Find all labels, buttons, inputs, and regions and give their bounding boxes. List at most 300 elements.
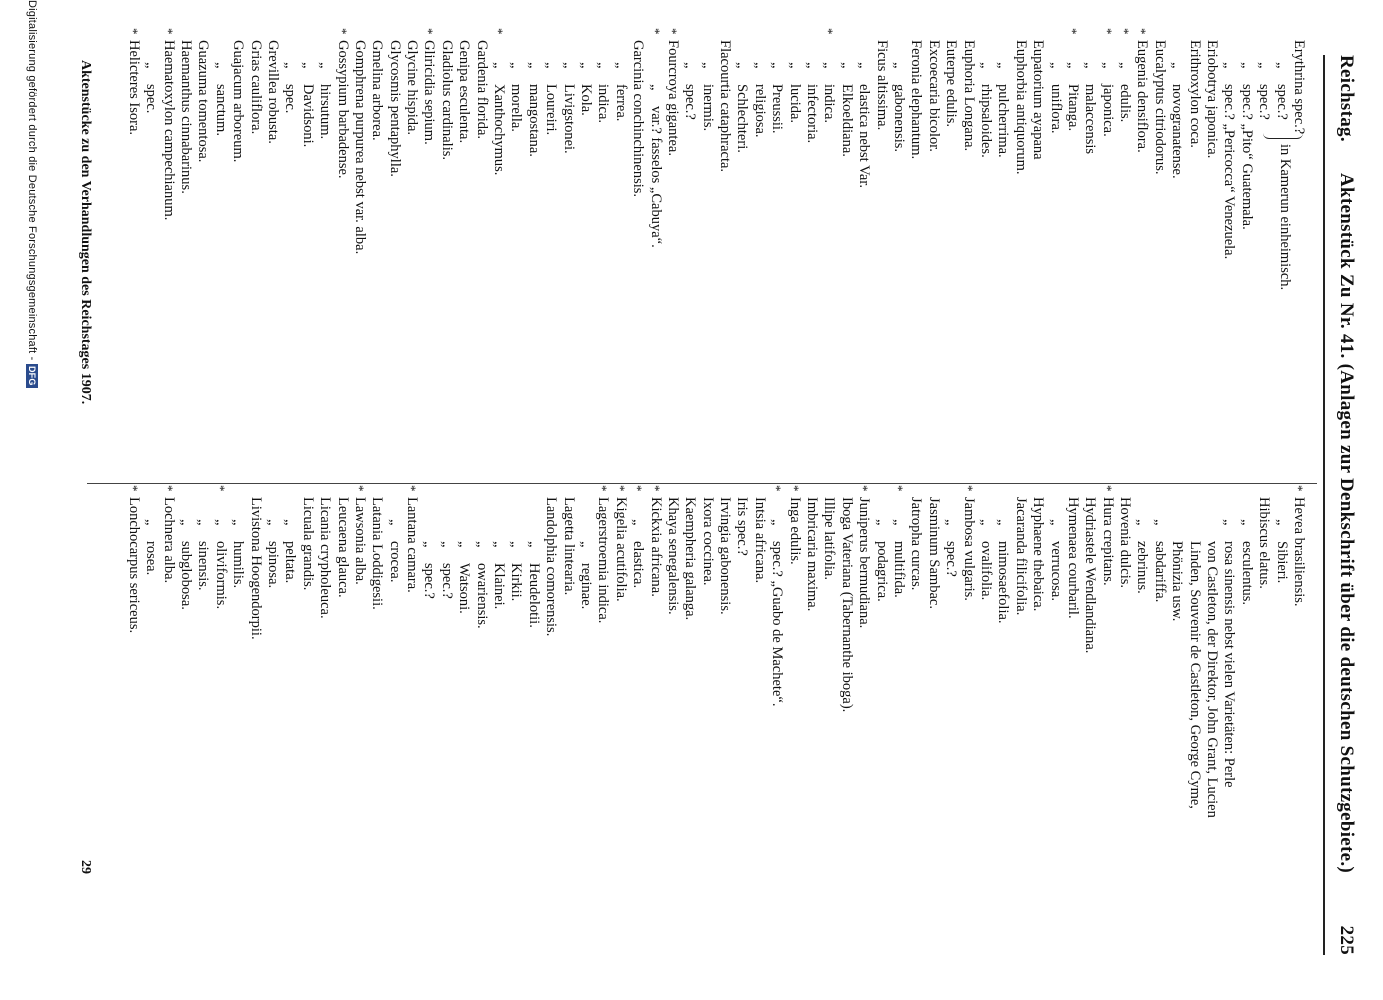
list-item — [698, 40, 715, 460]
asterisk-icon: * — [1134, 28, 1150, 35]
list-item — [472, 497, 489, 917]
ditto-mark: „ — [1082, 62, 1099, 69]
ditto-mark: „ — [682, 62, 699, 69]
entry-text: Garcinia conchinchinensis. — [630, 40, 647, 198]
entry-text: Euterpe edulis. — [943, 40, 960, 127]
entry-text: Juniperus bermudiana. — [856, 497, 873, 629]
list-item — [733, 497, 750, 917]
list-item — [1081, 497, 1098, 917]
entry-text: Helicteres Isora. — [125, 40, 142, 136]
list-item — [646, 485, 664, 917]
ditto-mark: „ — [508, 62, 525, 69]
list-item — [733, 40, 750, 460]
entry-text: Lonchocarpus sericeus. — [125, 497, 142, 634]
entry-text: humilis. — [230, 541, 247, 589]
asterisk-icon: * — [647, 485, 663, 492]
list-item — [142, 497, 159, 917]
asterisk-icon: * — [160, 28, 176, 35]
entry-text: Glycine hispida. — [404, 40, 421, 136]
list-item — [872, 497, 889, 917]
entry-text: novogranatense. — [1169, 84, 1186, 179]
entry-text: spec.? „Pericocca“ Venezuela. — [1221, 84, 1238, 260]
entry-text: Feronia elephantum. — [908, 40, 925, 160]
list-item — [629, 40, 646, 460]
ditto-mark: „ — [1238, 519, 1255, 526]
ditto-mark: „ — [1099, 62, 1116, 69]
ditto-mark: „ — [821, 62, 838, 69]
list-item — [1255, 40, 1272, 460]
ditto-mark: „ — [1134, 519, 1151, 526]
list-item — [246, 40, 263, 460]
list-item — [716, 497, 733, 917]
ditto-mark: „ — [943, 519, 960, 526]
list-item — [194, 497, 211, 917]
asterisk-icon: * — [856, 485, 872, 492]
ditto-mark: „ — [1273, 62, 1290, 69]
list-item — [1168, 497, 1185, 917]
entry-text: Grias cauliflora. — [247, 40, 264, 135]
list-item — [1064, 28, 1081, 460]
ditto-mark: „ — [612, 62, 629, 69]
entry-text: Kola. — [577, 84, 594, 116]
entry-text: Guajacum arboreum. — [230, 40, 247, 163]
ditto-mark: „ — [1273, 519, 1290, 526]
list-item — [229, 497, 246, 917]
list-item — [316, 40, 333, 460]
entry-text: spinosa. — [264, 541, 281, 589]
entry-text: esculentus. — [1238, 541, 1255, 606]
entry-text: hirsutum. — [317, 84, 334, 140]
ditto-mark: „ — [995, 62, 1012, 69]
entry-text: Haematoxylon campechianum. — [160, 40, 177, 221]
list-item — [437, 497, 454, 917]
asterisk-icon: * — [786, 485, 802, 492]
entry-text: Leucaena glauca. — [334, 497, 351, 598]
entry-text: Kigelia acutifolia. — [612, 497, 629, 602]
list-item — [594, 40, 611, 460]
entry-text: Ixora coccinea. — [699, 497, 716, 586]
entry-text: sabdariffa. — [1151, 541, 1168, 603]
entry-text: Illipe latifolia. — [821, 497, 838, 580]
asterisk-icon: * — [212, 485, 228, 492]
list-item — [1255, 497, 1272, 917]
ditto-mark: „ — [1151, 519, 1168, 526]
list-item — [1011, 40, 1028, 460]
entry-text: owariensis. — [473, 563, 490, 629]
header-left: Reichstag. — [1336, 55, 1357, 142]
entry-text: elastica. — [630, 541, 647, 589]
ditto-mark: „ — [977, 62, 994, 69]
entry-text: Phönizia usw. — [1169, 541, 1186, 622]
list-item — [1237, 497, 1254, 917]
list-item — [211, 40, 228, 460]
ditto-mark: „ — [751, 62, 768, 69]
ditto-mark: „ — [995, 519, 1012, 526]
list-item — [977, 40, 994, 460]
header-title: Aktenstück Zu Nr. 41. (Anlagen zur Denkschrift über die deutschen Schutzgebiete.) — [1336, 173, 1357, 874]
list-item — [1272, 497, 1289, 917]
entry-text: Kickxia africana. — [647, 497, 664, 597]
entry-text: Jatropha curcas. — [908, 497, 925, 591]
entry-text: Preussii. — [769, 84, 786, 134]
entry-text: morella. — [508, 84, 525, 132]
entry-text: gabonensis. — [891, 84, 908, 153]
list-item — [403, 485, 421, 917]
list-item — [1185, 497, 1202, 917]
list-item — [1081, 40, 1098, 460]
entry-text: malaccensis — [1082, 84, 1099, 155]
ditto-mark: „ — [699, 62, 716, 69]
entry-text: Sibieri. — [1273, 541, 1290, 584]
entry-text: Loureiri. — [543, 84, 560, 136]
entry-text: lucida. — [786, 84, 803, 124]
ditto-mark: „ — [282, 62, 299, 69]
entry-text: Iris spec.? — [734, 497, 751, 556]
ditto-mark: „ — [1256, 62, 1273, 69]
asterisk-icon: * — [1099, 28, 1115, 35]
entry-text: Eucalyptus citriodorus. — [1151, 40, 1168, 175]
list-item — [1150, 40, 1167, 460]
entry-text: Lantana camara. — [404, 497, 421, 593]
list-item — [368, 40, 385, 460]
list-item — [420, 28, 438, 460]
list-item — [924, 497, 941, 917]
list-item — [437, 40, 454, 460]
list-item — [942, 497, 959, 917]
list-item — [1290, 485, 1307, 917]
list-item — [385, 40, 402, 460]
stamp-text: Digitalisierung gefördert durch die Deutsche Forschungsgemeinschaft - — [26, 0, 38, 361]
list-item — [1011, 497, 1028, 917]
list-item — [681, 497, 698, 917]
ditto-mark: „ — [178, 519, 194, 526]
list-item — [803, 40, 820, 460]
dfg-logo-icon: DFG — [26, 364, 38, 388]
list-item — [716, 40, 733, 460]
list-item — [1133, 28, 1151, 460]
entry-text: Eupatorium ayapana — [1030, 40, 1047, 160]
list-item — [803, 497, 820, 917]
entry-text: Xanthochymus. — [491, 84, 508, 176]
ditto-mark: „ — [438, 541, 455, 548]
list-item — [907, 40, 924, 460]
list-item — [507, 40, 524, 460]
ditto-mark: „ — [1221, 62, 1238, 69]
asterisk-icon: * — [404, 485, 420, 492]
list-item — [264, 497, 281, 917]
digitization-stamp — [8, 0, 38, 1000]
column-divider — [87, 483, 1317, 484]
entry-text: Hevea brasiliensis. — [1291, 497, 1307, 607]
list-item — [768, 40, 785, 460]
list-item — [577, 40, 594, 460]
entry-text: peltata. — [282, 541, 299, 584]
asterisk-icon: * — [612, 485, 628, 492]
asterisk-icon: * — [160, 485, 176, 492]
list-item — [785, 485, 803, 917]
footer-page-number: 29 — [78, 860, 93, 874]
list-item — [1046, 40, 1063, 460]
list-item — [333, 497, 350, 917]
list-item — [298, 497, 315, 917]
ditto-mark: „ — [543, 62, 560, 69]
list-item — [751, 497, 768, 917]
ditto-mark: „ — [1117, 62, 1134, 69]
entry-text: Hibiscus elatus. — [1256, 497, 1273, 589]
list-item — [820, 28, 838, 460]
list-item — [524, 40, 541, 460]
list-item — [872, 40, 889, 460]
entry-text: ferrea. — [612, 84, 629, 122]
asterisk-icon: * — [351, 485, 367, 492]
entry-text: indica. — [595, 84, 612, 124]
list-item — [281, 40, 298, 460]
list-item — [507, 497, 524, 917]
asterisk-icon: * — [769, 485, 785, 492]
entry-text: Landolphia comorensis. — [543, 497, 560, 637]
list-item — [994, 40, 1011, 460]
entry-text: Licuala grandis. — [299, 497, 316, 591]
list-item — [1029, 40, 1046, 460]
list-item — [1203, 497, 1220, 917]
entry-text: Glycosmis pentaphylla. — [386, 40, 403, 177]
entry-text: Erithroxylon coca. — [1186, 40, 1203, 148]
list-item — [142, 40, 159, 460]
entry-text: Kaempheria galanga. — [682, 497, 699, 621]
ditto-mark: „ — [873, 519, 890, 526]
entry-text: Excoecaria bicolor. — [925, 40, 942, 152]
entry-text: Hovenia dulcis. — [1117, 497, 1134, 589]
list-item — [385, 497, 402, 917]
asterisk-icon: * — [334, 28, 350, 35]
ditto-mark: „ — [421, 541, 438, 548]
entry-text: Kirkii. — [508, 563, 525, 602]
list-item — [907, 497, 924, 917]
list-item — [455, 497, 472, 917]
entry-text: Eriobotrya japonica. — [1204, 40, 1221, 159]
list-item — [246, 497, 263, 917]
entry-text: Inga edulis. — [786, 497, 803, 565]
ditto-mark: „ — [143, 62, 160, 69]
ditto-mark: „ — [838, 62, 855, 69]
list-item — [124, 28, 142, 460]
list-item — [124, 485, 142, 917]
ditto-mark: „ — [1064, 62, 1081, 69]
entry-text: oliviformis. — [212, 541, 229, 610]
ditto-mark: „ — [473, 541, 490, 548]
ditto-mark: „ — [1047, 519, 1064, 526]
entry-text: spec.? — [943, 541, 960, 577]
entry-text: mangostana. — [525, 84, 542, 157]
entry-text: Euphorbia antiquorum. — [1012, 40, 1029, 175]
entry-text: ovalifolia. — [977, 541, 994, 601]
list-item — [229, 40, 246, 460]
entry-text: spec.? — [682, 84, 699, 120]
entry-text: religiosa. — [751, 84, 768, 138]
asterisk-icon: * — [125, 28, 141, 35]
ditto-mark: „ — [299, 62, 316, 69]
list-item — [890, 40, 907, 460]
entry-text: Intsia africana. — [751, 497, 768, 584]
asterisk-icon: * — [891, 485, 907, 492]
list-item — [1150, 497, 1167, 917]
brace-note: in Kamerun einheimisch. — [1277, 144, 1293, 291]
asterisk-icon: * — [1117, 28, 1133, 35]
entry-text: Licania crypholeuca. — [317, 497, 334, 619]
entry-text: spec.? — [1273, 84, 1290, 120]
asterisk-icon: * — [1099, 485, 1115, 492]
list-item — [664, 497, 681, 917]
list-item — [890, 485, 908, 917]
list-item — [785, 40, 802, 460]
list-item — [1116, 28, 1134, 460]
list-item — [1220, 497, 1237, 917]
entry-text: spec.? — [421, 563, 438, 599]
entry-text: Hymenaea courbaril. — [1064, 497, 1081, 619]
entry-text: Eugenia densiflora. — [1134, 40, 1151, 153]
asterisk-icon: * — [1064, 28, 1080, 35]
ditto-mark: „ — [525, 62, 542, 69]
entry-text: sanctum. — [212, 84, 229, 136]
entry-text: Jambosa vulgaris. — [960, 497, 977, 601]
list-item — [455, 40, 472, 460]
entry-text: Ficus altissima. — [873, 40, 890, 131]
list-item — [959, 485, 977, 917]
entry-text: Gmelina arborea. — [369, 40, 386, 141]
list-item — [751, 40, 768, 460]
list-item — [559, 40, 576, 460]
ditto-mark: „ — [282, 519, 299, 526]
asterisk-icon: * — [491, 28, 507, 35]
list-item — [1098, 485, 1116, 917]
entry-text: Euphoria Longana. — [960, 40, 977, 152]
entry-text: Livigstonei. — [560, 84, 577, 154]
list-item — [1272, 40, 1289, 460]
entry-text: Hura crepitans. — [1099, 497, 1116, 586]
entry-text: Flacourtia cataphracta. — [717, 40, 734, 173]
entry-text: Lagerstroemia indica. — [595, 497, 612, 624]
list-item — [646, 28, 664, 460]
list-item — [368, 497, 385, 917]
entry-text: Haemanthus cinnabarinus. — [178, 40, 194, 194]
entry-text: zebrinus. — [1134, 541, 1151, 594]
ditto-mark: „ — [230, 519, 247, 526]
entry-text: Imbricaria maxima. — [804, 497, 821, 612]
list-item — [403, 40, 420, 460]
list-item — [820, 497, 837, 917]
list-item — [1046, 497, 1063, 917]
list-item — [490, 28, 508, 460]
entry-text: Gossypium barbadense. — [334, 40, 351, 179]
ditto-mark: „ — [786, 62, 803, 69]
ditto-mark: „ — [891, 62, 908, 69]
entry-text: Fourcroya gigantea. — [664, 40, 681, 156]
ditto-mark: „ — [143, 519, 160, 526]
asterisk-icon: * — [664, 28, 680, 35]
ditto-mark: „ — [595, 62, 612, 69]
entry-text: spec.? — [1256, 84, 1273, 120]
ditto-mark: „ — [804, 62, 821, 69]
list-item — [333, 28, 351, 460]
entry-text: Hydriastele Wendlandiana. — [1082, 497, 1099, 654]
ditto-mark: „ — [1221, 519, 1238, 526]
list-item — [681, 40, 698, 460]
list-item — [542, 497, 559, 917]
entry-text: inermis. — [699, 84, 716, 132]
entry-text: Pitanga. — [1064, 84, 1081, 132]
list-item — [1203, 40, 1220, 460]
header-page-number: 225 — [1336, 925, 1357, 955]
entry-text: Linden, Souvenir de Castleton, George Cyme, — [1186, 541, 1203, 809]
entry-text: spec.? — [438, 563, 455, 599]
list-item — [1168, 40, 1185, 460]
entry-text: indica. — [821, 84, 838, 124]
entry-text: Gardenia florida. — [473, 40, 490, 140]
ditto-mark: „ — [856, 62, 873, 69]
entry-text: sinensis. — [195, 541, 212, 591]
ditto-mark: „ — [577, 541, 594, 548]
asterisk-icon: * — [421, 28, 437, 35]
list-item — [351, 40, 368, 460]
list-item — [837, 497, 854, 917]
list-item — [768, 485, 786, 917]
entry-text: Lochnera alba. — [160, 497, 177, 584]
ditto-mark: „ — [1169, 62, 1186, 69]
entry-text: Klainei. — [491, 563, 508, 610]
list-item — [490, 497, 507, 917]
list-item — [1133, 497, 1150, 917]
asterisk-icon: * — [125, 485, 141, 492]
entry-text: von Castleton, der Direktor, John Grant, Lucien — [1204, 541, 1221, 818]
entry-text: Latania Loddigesii. — [369, 497, 386, 610]
entry-text: japonica. — [1099, 84, 1116, 137]
entry-text: Erythrina spec.? — [1291, 40, 1307, 135]
ditto-mark: „ — [1047, 62, 1064, 69]
entry-text: Gliricidia sepium. — [421, 40, 438, 145]
ditto-mark: „ — [977, 519, 994, 526]
list-item — [316, 497, 333, 917]
entry-text: spec.? „Guabo de Machete“. — [769, 541, 786, 707]
entry-text: var.? fasselos „Cabuya“. — [647, 106, 664, 248]
ditto-mark: „ — [577, 62, 594, 69]
list-item — [629, 485, 647, 917]
list-item — [177, 40, 194, 460]
entry-text: Gomphrena purpurea nebst var. alba. — [351, 40, 368, 255]
list-item — [1237, 40, 1254, 460]
list-item — [994, 497, 1011, 917]
entry-text: pulcherrima. — [995, 84, 1012, 158]
entry-text: Irvingia gabonensis. — [717, 497, 734, 615]
entry-text: subglobosa. — [178, 541, 194, 610]
ditto-mark: „ — [491, 541, 508, 548]
list-item — [977, 497, 994, 917]
ditto-mark: „ — [491, 62, 508, 69]
ditto-mark: „ — [734, 62, 751, 69]
list-item — [264, 40, 281, 460]
list-item — [611, 485, 629, 917]
ditto-mark: „ — [212, 519, 229, 526]
entry-text: Jacaranda filicifolia. — [1012, 497, 1029, 616]
ditto-mark: „ — [769, 62, 786, 69]
entry-text: Khaya senegalensis. — [664, 497, 681, 615]
ditto-mark: „ — [508, 541, 525, 548]
list-item — [159, 485, 177, 917]
entry-text: mimosaefolia. — [995, 541, 1012, 624]
ditto-mark: „ — [195, 519, 212, 526]
entry-text: Schlechteri. — [734, 84, 751, 153]
entry-text: Hyphaene thebaica. — [1030, 497, 1047, 612]
list-item — [855, 485, 873, 917]
